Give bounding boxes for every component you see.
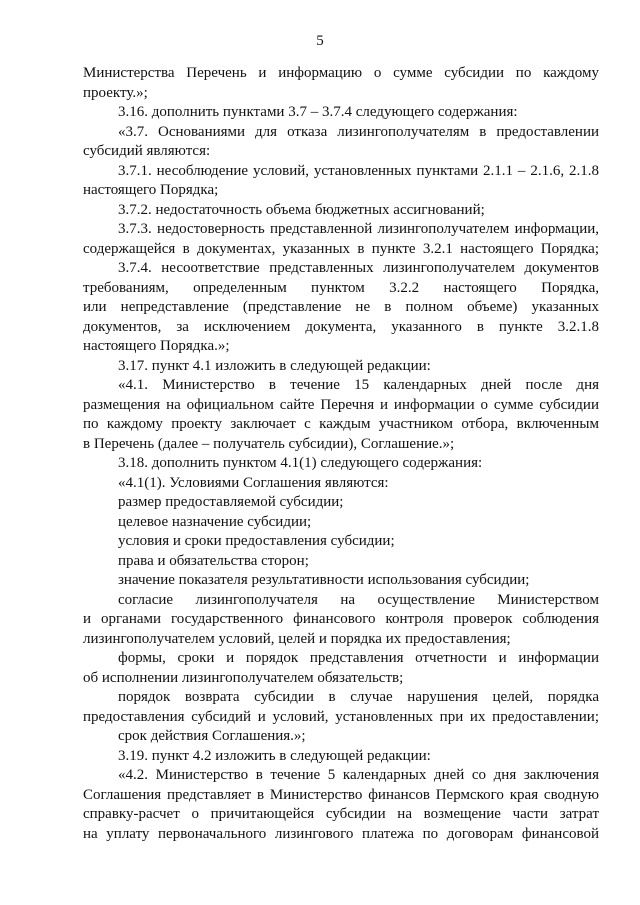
text-line: в Перечень (далее – получатель субсидии), Соглашение.»; (83, 435, 455, 452)
text-line: «4.1. Министерство в течение 15 календарных дней после дня (118, 377, 599, 393)
text-line: Соглашения представляет в Министерство финансов Пермского края сводную (83, 786, 599, 803)
text-line: субсидий являются: (83, 143, 211, 159)
text-line: на уплату первоначального лизингового платежа по договорам финансовой (83, 825, 599, 842)
text-line: проекту.»; (83, 84, 148, 101)
text-line: целевое назначение субсидии; (118, 513, 312, 530)
text-line: «4.1(1). Условиями Соглашения являются: (118, 474, 389, 491)
text-line: порядок возврата субсидии в случае нарушения целей, порядка (118, 689, 599, 705)
text-line: формы, сроки и порядок представления отчетности и информации (118, 650, 599, 666)
text-line: «4.2. Министерство в течение 5 календарных дней со дня заключения (118, 767, 599, 783)
text-line: условия и сроки предоставления субсидии; (118, 533, 395, 549)
text-line: справку-расчет о причитающейся субсидии на возмещение части затрат (83, 806, 599, 822)
text-line: настоящего Порядка; (83, 182, 219, 198)
text-line: согласие лизингополучателя на осуществление Министерством (118, 591, 599, 608)
text-line: лизингополучателем условий, целей и порядка их предоставления; (83, 630, 511, 647)
text-line: содержащейся в документах, указанных в пункте 3.2.1 настоящего Порядка; (83, 240, 599, 257)
text-line: размещения на официальном сайте Перечня и информации о сумме субсидии (83, 396, 599, 413)
text-line: по каждому проекту заключает с каждым участником отбора, включенным (83, 416, 599, 432)
text-line: размер предоставляемой субсидии; (118, 494, 344, 510)
text-line: права и обязательства сторон; (118, 552, 309, 569)
text-line: Министерства Перечень и информацию о сумме субсидии по каждому (83, 65, 599, 81)
text-line: документов, за исключением документа, указанного в пункте 3.2.1.8 (83, 318, 599, 335)
text-line: 3.7.4. несоответствие представленных лизингополучателем документов (118, 260, 599, 276)
text-line: об исполнении лизингополучателем обязательств; (83, 669, 404, 686)
text-line: «3.7. Основаниями для отказа лизингополучателям в предоставлении (118, 123, 599, 140)
text-line: и органами государственного финансового контроля проверок соблюдения (83, 611, 599, 627)
text-line: срок действия Соглашения.»; (118, 728, 306, 744)
text-line: настоящего Порядка.»; (83, 338, 230, 354)
text-line: 3.16. дополнить пунктами 3.7 – 3.7.4 следующего содержания: (118, 104, 518, 120)
text-line: 3.17. пункт 4.1 изложить в следующей редакции: (118, 357, 431, 374)
page-number: 5 (316, 33, 324, 49)
text-line: 3.7.3. недостоверность представленной лизингополучателем информации, (118, 221, 599, 237)
document-body (83, 64, 599, 844)
text-line: или непредставление (представление не в полном объеме) указанных (83, 299, 599, 315)
text-line: 3.18. дополнить пунктом 4.1(1) следующего содержания: (118, 455, 483, 471)
text-line: 3.19. пункт 4.2 изложить в следующей редакции: (118, 747, 431, 764)
text-line: предоставления субсидий и условий, установленных при их предоставлении; (83, 708, 599, 725)
text-line: значение показателя результативности использования субсидии; (118, 572, 530, 588)
text-line: требованиям, определенным пунктом 3.2.2 настоящего Порядка, (83, 279, 599, 296)
text-line: 3.7.2. недостаточность объема бюджетных ассигнований; (118, 201, 485, 218)
text-line: 3.7.1. несоблюдение условий, установленных пунктами 2.1.1 – 2.1.6, 2.1.8 (118, 162, 599, 179)
